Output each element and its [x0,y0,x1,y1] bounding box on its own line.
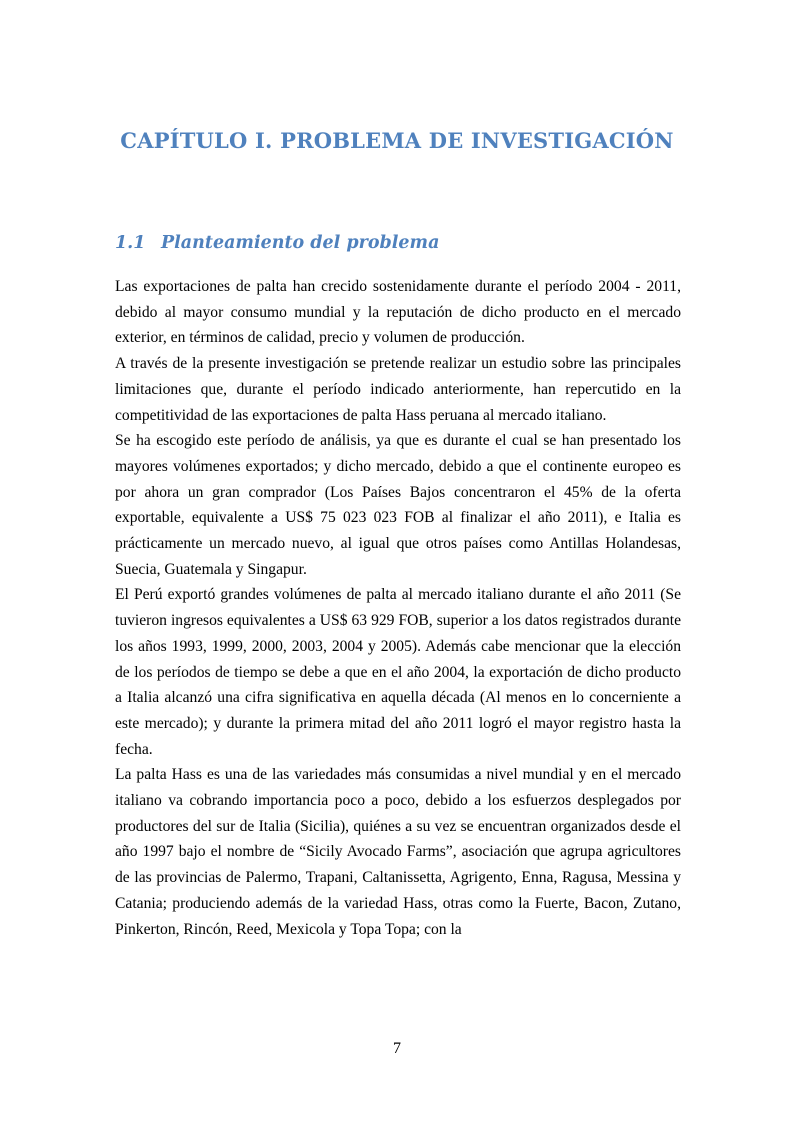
section-heading [115,233,439,253]
page-number: 7 [393,1040,401,1057]
paragraph: Se ha escogido este período de análisis, ya que es durante el cual se han presentado los mayores volúmenes exportados; y dicho mercado, debido a que el continente europeo es por ahora un gran comprador (Los Países Bajos concentraron el 45% de la oferta exportable, equivalente a US$ 75 023 023 FOB al finalizar el año 2011), e Italia es prácticamente un mercado nuevo, al igual que otros países como Antillas Holandesas, Suecia, Guatemala y Singapur. [115,432,681,578]
paragraph: A través de la presente investigación se pretende realizar un estudio sobre las principales limitaciones que, durante el período indicado anteriormente, han repercutido en la competitividad de las exportaciones de palta Hass peruana al mercado italiano. [115,355,681,424]
section-number: 1.1 [115,233,146,253]
paragraph: La palta Hass es una de las variedades más consumidas a nivel mundial y en el mercado italiano va cobrando importancia poco a poco, debido a los esfuerzos desplegados por productores del sur de Italia (Sicilia), quiénes a su vez se encuentran organizados desde el año 1997 bajo el nombre de “Sicily Avocado Farms”, asociación que agrupa agricultores de las provincias de Palermo, Trapani, Caltanissetta, Agrigento, Enna, Ragusa, Messina y Catania; produciendo además de la variedad Hass, otras como la Fuerte, Bacon, Zutano, Pinkerton, Rincón, Reed, Mexicola y Topa Topa; con la [115,766,681,938]
chapter-title: CAPÍTULO I. PROBLEMA DE INVESTIGACIÓN [120,128,674,153]
section-title: Planteamiento del problema [161,233,440,253]
paragraph: El Perú exportó grandes volúmenes de palta al mercado italiano durante el año 2011 (Se tuvieron ingresos equivalentes a US$ 63 929 FOB, superior a los datos registrados durante los años 1993, 1999, 2000, 2003, 2004 y 2005). Además cabe mencionar que la elección de los períodos de tiempo se debe a que en el año 2004, la exportación de dicho producto a Italia alcanzó una cifra significativa en aquella década (Al menos en lo concerniente a este mercado); y durante la primera mitad del año 2011 logró el mayor registro hasta la fecha. [115,586,681,758]
body-text [115,274,681,942]
paragraph: Las exportaciones de palta han crecido sostenidamente durante el período 2004 - 2011, debido al mayor consumo mundial y la reputación de dicho producto en el mercado exterior, en términos de calidad, precio y volumen de producción. [115,278,681,347]
